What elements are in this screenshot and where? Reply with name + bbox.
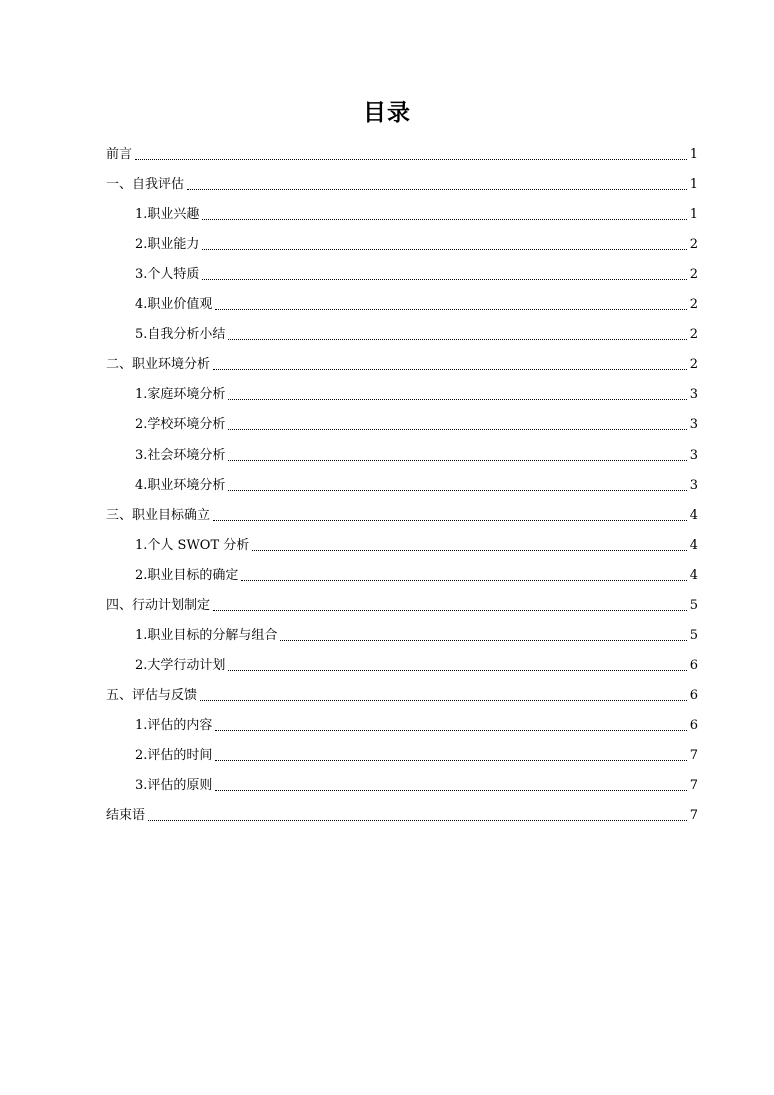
toc-dot-leader xyxy=(228,429,686,430)
toc-entry[interactable] xyxy=(106,648,698,678)
toc-dot-leader xyxy=(252,550,686,551)
toc-entry-page-number: 1 xyxy=(689,207,698,223)
toc-entry-page-number: 2 xyxy=(689,327,698,343)
toc-entry[interactable] xyxy=(106,257,698,287)
toc-entry-label: 3.评估的原则 xyxy=(135,778,213,794)
toc-entry-label: 4.职业环境分析 xyxy=(135,477,226,493)
toc-entry-label: 2.评估的时间 xyxy=(135,747,213,763)
toc-dot-leader xyxy=(135,159,687,160)
toc-entry[interactable] xyxy=(106,678,698,708)
toc-entry[interactable] xyxy=(106,227,698,257)
toc-entry-label: 二、职业环境分析 xyxy=(106,357,211,373)
toc-entry-label: 结束语 xyxy=(106,808,146,824)
toc-entry-page-number: 6 xyxy=(689,657,698,673)
toc-entry[interactable] xyxy=(106,498,698,528)
toc-entry-label: 2.职业能力 xyxy=(135,237,200,253)
toc-entry-page-number: 2 xyxy=(689,267,698,283)
toc-entry-label: 2.职业目标的确定 xyxy=(135,567,239,583)
toc-entry[interactable] xyxy=(106,377,698,407)
toc-entry-page-number: 5 xyxy=(689,597,698,613)
toc-entry-label: 3.社会环境分析 xyxy=(135,447,226,463)
toc-entry-label: 1.家庭环境分析 xyxy=(135,387,226,403)
toc-entry-page-number: 3 xyxy=(689,387,698,403)
toc-entry-page-number: 2 xyxy=(689,357,698,373)
toc-entry[interactable] xyxy=(106,167,698,197)
toc-dot-leader xyxy=(228,460,686,461)
toc-dot-leader xyxy=(187,189,687,190)
toc-entry[interactable] xyxy=(106,137,698,167)
toc-dot-leader xyxy=(280,640,686,641)
toc-entry-label: 1.个人 SWOT 分析 xyxy=(135,537,250,553)
toc-entry-page-number: 1 xyxy=(689,177,698,193)
toc-entry-label: 1.职业目标的分解与组合 xyxy=(135,627,278,643)
toc-entry-page-number: 1 xyxy=(689,147,698,163)
toc-entry-page-number: 4 xyxy=(689,507,698,523)
toc-dot-leader xyxy=(228,670,686,671)
toc-entry-page-number: 2 xyxy=(689,297,698,313)
toc-entry[interactable] xyxy=(106,287,698,317)
toc-dot-leader xyxy=(202,219,686,220)
toc-entry[interactable] xyxy=(106,407,698,437)
toc-dot-leader xyxy=(228,399,686,400)
toc-dot-leader xyxy=(213,520,687,521)
toc-dot-leader xyxy=(213,369,687,370)
toc-entry[interactable] xyxy=(106,588,698,618)
toc-entry[interactable] xyxy=(106,437,698,467)
toc-dot-leader xyxy=(215,760,686,761)
toc-entry-page-number: 3 xyxy=(689,447,698,463)
toc-entry-label: 2.学校环境分析 xyxy=(135,417,226,433)
table-of-contents xyxy=(106,137,698,828)
toc-entry[interactable] xyxy=(106,708,698,738)
toc-dot-leader xyxy=(202,249,686,250)
toc-entry[interactable] xyxy=(106,768,698,798)
toc-entry-page-number: 4 xyxy=(689,537,698,553)
toc-entry[interactable] xyxy=(106,347,698,377)
toc-entry-label: 1.评估的内容 xyxy=(135,717,213,733)
toc-entry-page-number: 6 xyxy=(689,687,698,703)
toc-entry-label: 前言 xyxy=(106,147,133,163)
toc-entry[interactable] xyxy=(106,618,698,648)
toc-entry[interactable] xyxy=(106,738,698,768)
toc-entry-label: 3.个人特质 xyxy=(135,267,200,283)
toc-entry-page-number: 2 xyxy=(689,237,698,253)
toc-entry-label: 四、行动计划制定 xyxy=(106,597,211,613)
toc-dot-leader xyxy=(202,279,686,280)
toc-entry-page-number: 7 xyxy=(689,778,698,794)
toc-entry-label: 4.职业价值观 xyxy=(135,297,213,313)
toc-dot-leader xyxy=(148,820,687,821)
toc-entry-page-number: 6 xyxy=(689,717,698,733)
toc-entry-label: 三、职业目标确立 xyxy=(106,507,211,523)
toc-entry-page-number: 5 xyxy=(689,627,698,643)
toc-entry-label: 一、自我评估 xyxy=(106,177,185,193)
toc-dot-leader xyxy=(200,700,687,701)
toc-dot-leader xyxy=(228,490,686,491)
toc-title: 目录 xyxy=(363,100,411,126)
toc-entry-page-number: 3 xyxy=(689,477,698,493)
toc-entry[interactable] xyxy=(106,558,698,588)
toc-entry-label: 1.职业兴趣 xyxy=(135,207,200,223)
toc-entry[interactable] xyxy=(106,798,698,828)
toc-dot-leader xyxy=(213,610,687,611)
toc-entry-label: 五、评估与反馈 xyxy=(106,687,198,703)
toc-entry-page-number: 7 xyxy=(689,747,698,763)
toc-entry[interactable] xyxy=(106,528,698,558)
toc-entry-label: 5.自我分析小结 xyxy=(135,327,226,343)
toc-entry-page-number: 3 xyxy=(689,417,698,433)
toc-dot-leader xyxy=(228,339,686,340)
toc-dot-leader xyxy=(215,309,686,310)
toc-entry-label: 2.大学行动计划 xyxy=(135,657,226,673)
toc-dot-leader xyxy=(215,790,686,791)
toc-entry[interactable] xyxy=(106,317,698,347)
toc-entry-page-number: 4 xyxy=(689,567,698,583)
toc-dot-leader xyxy=(215,730,686,731)
toc-entry-page-number: 7 xyxy=(689,808,698,824)
toc-entry[interactable] xyxy=(106,468,698,498)
toc-entry[interactable] xyxy=(106,197,698,227)
toc-dot-leader xyxy=(241,580,686,581)
